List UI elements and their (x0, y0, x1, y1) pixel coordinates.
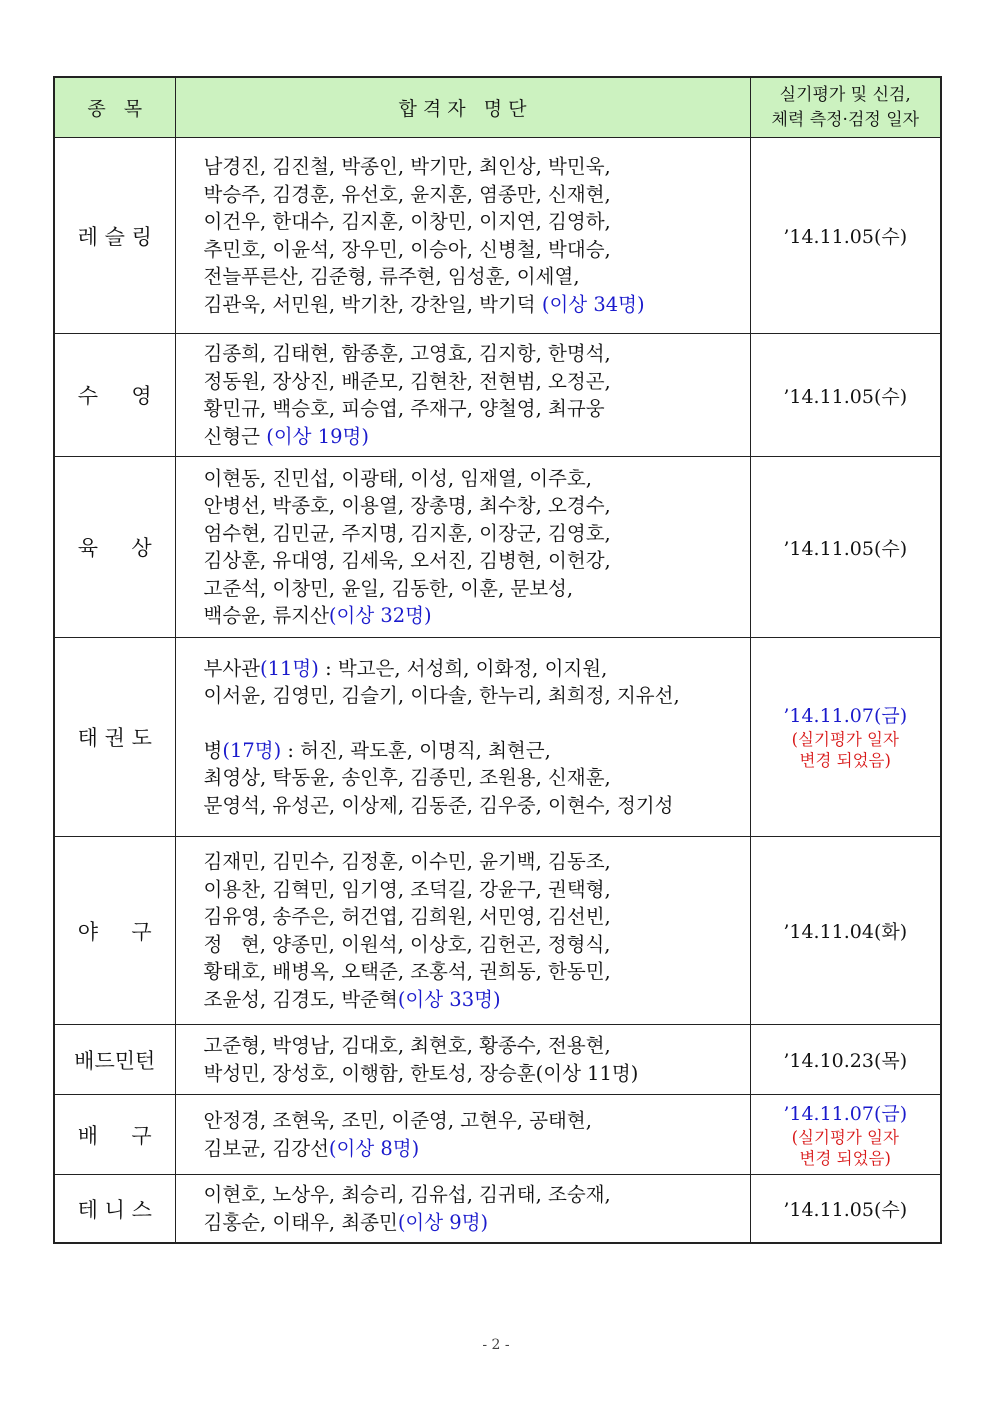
member-count: (이상 8명) (328, 1136, 420, 1160)
member-count: (이상 9명) (397, 1210, 489, 1234)
evaluation-date: ’14.11.07(금) (783, 705, 908, 727)
name-line (204, 291, 738, 319)
evaluation-date: ’14.11.05(수) (750, 1175, 941, 1244)
sport-name: 태 권 도 (54, 638, 175, 837)
sport-name: 배 구 (54, 1095, 175, 1175)
sport-name: 수 영 (54, 334, 175, 457)
name-line: 이현동, 진민섭, 이광태, 이성, 임재열, 이주호, (203, 466, 592, 490)
name-line-text: : 박고은, 서성희, 이화정, 이지원, (318, 656, 608, 680)
table-row (54, 138, 941, 334)
sport-name: 야 구 (54, 837, 175, 1025)
name-line-text: 김관욱, 서민원, 박기찬, 강찬일, 박기덕 (203, 292, 542, 316)
table-header-row (54, 77, 941, 138)
name-line-text: : 허진, 곽도훈, 이명직, 최현근, (281, 738, 551, 762)
roster-names (175, 837, 750, 1025)
name-line (204, 1135, 738, 1163)
sport-name: 육 상 (54, 457, 175, 638)
roster-names (175, 638, 750, 837)
name-line (204, 737, 738, 765)
change-note-line1: (실기평가 일자 (791, 1127, 899, 1147)
group-count: (11명) (260, 656, 319, 680)
name-line: 안정경, 조현욱, 조민, 이준영, 고현우, 공태현, (203, 1109, 592, 1132)
roster-table (53, 76, 942, 1244)
name-line: 엄수현, 김민균, 주지명, 김지훈, 이장군, 김영호, (203, 521, 611, 545)
name-line: 고준형, 박영남, 김대호, 최현호, 황종수, 전용현, (203, 1034, 611, 1057)
evaluation-date: ’14.11.04(화) (750, 837, 941, 1025)
name-line-text: 김홍순, 이태우, 최종민 (203, 1210, 398, 1234)
table-row (54, 334, 941, 457)
name-line (204, 986, 738, 1014)
group-label: 병 (203, 738, 223, 762)
name-line: 김상훈, 유대영, 김세욱, 오서진, 김병현, 이헌강, (203, 549, 611, 572)
evaluation-date: ’14.11.05(수) (750, 138, 941, 334)
name-line (204, 655, 738, 683)
name-line: 남경진, 김진철, 박종인, 박기만, 최인상, 박민욱, (203, 155, 611, 178)
name-line: 추민호, 이윤석, 장우민, 이승아, 신병철, 박대승, (203, 237, 611, 261)
table-row (54, 638, 941, 837)
header-date-line2: 체력 측정·검정 일자 (771, 109, 920, 130)
roster-names (175, 1175, 750, 1244)
sport-name: 배드민턴 (54, 1025, 175, 1095)
name-line (204, 602, 738, 630)
name-line: 황태호, 배병옥, 오택준, 조홍석, 권희동, 한동민, (203, 960, 611, 983)
name-line: 안병선, 박종호, 이용열, 장총명, 최수창, 오경수, (203, 494, 611, 517)
member-count: (이상 33명) (397, 987, 501, 1011)
table-row (54, 457, 941, 638)
roster-names (175, 1095, 750, 1175)
table-row (54, 1025, 941, 1095)
name-line: 최영상, 탁동윤, 송인후, 김종민, 조원용, 신재훈, (203, 766, 611, 790)
name-line (204, 423, 738, 451)
name-line: 김유영, 송주은, 허건엽, 김희원, 서민영, 김선빈, (203, 905, 611, 928)
name-line-text: 백승윤, 류지산 (203, 604, 329, 627)
table-row (54, 1095, 941, 1175)
name-line: 박성민, 장성호, 이행함, 한토성, 장승훈(이상 11명) (203, 1061, 639, 1085)
header-sport: 종 목 (54, 77, 175, 138)
evaluation-date: ’14.11.05(수) (750, 334, 941, 457)
page-number: - 2 - (482, 1337, 510, 1353)
name-line-text: 조윤성, 김경도, 박준혁 (203, 987, 398, 1011)
sport-name: 레 슬 링 (54, 138, 175, 334)
member-count: (이상 19명) (266, 424, 369, 448)
name-line-text: 김보균, 김강선 (203, 1136, 329, 1160)
name-line: 고준석, 이창민, 윤일, 김동한, 이훈, 문보성, (203, 576, 574, 600)
group-label: 부사관 (203, 656, 261, 680)
name-line: 문영석, 유성곤, 이상제, 김동준, 김우중, 이현수, 정기성 (203, 793, 674, 817)
name-line: 김종희, 김태현, 함종훈, 고영효, 김지항, 한명석, (203, 342, 611, 365)
name-line: 황민규, 백승호, 피승엽, 주재구, 양철영, 최규웅 (203, 397, 605, 420)
change-note-line1: (실기평가 일자 (791, 730, 899, 749)
member-count: (이상 34명) (541, 292, 645, 316)
name-line: 정동원, 장상진, 배준모, 김현찬, 전현범, 오정곤, (203, 369, 611, 393)
name-line: 이건우, 한대수, 김지훈, 이창민, 이지연, 김영하, (203, 210, 611, 233)
table-row (54, 1175, 941, 1244)
group-spacer (204, 710, 738, 737)
roster-names (175, 138, 750, 334)
evaluation-date: ’14.11.07(금) (783, 1102, 908, 1125)
name-line: 이서윤, 김영민, 김슬기, 이다솔, 한누리, 최희정, 지유선, (203, 684, 680, 708)
header-names: 합 격 자 명 단 (175, 77, 750, 138)
name-line: 김재민, 김민수, 김정훈, 이수민, 윤기백, 김동조, (203, 850, 611, 873)
roster-names (175, 1025, 750, 1095)
name-line: 이현호, 노상우, 최승리, 김유섭, 김귀태, 조숭재, (203, 1183, 611, 1206)
header-date (750, 77, 941, 138)
name-line-text: 신형근 (203, 424, 267, 448)
name-line: 정 현, 양종민, 이원석, 이상호, 김헌곤, 정형식, (203, 932, 611, 956)
name-line: 박승주, 김경훈, 유선호, 윤지훈, 염종만, 신재현, (203, 182, 611, 206)
name-line: 이용찬, 김혁민, 임기영, 조덕길, 강윤구, 권택형, (203, 877, 611, 901)
table-row (54, 837, 941, 1025)
change-note-line2: 변경 되었음) (799, 751, 891, 770)
change-note-line2: 변경 되었음) (799, 1148, 891, 1168)
evaluation-date: ’14.10.23(목) (750, 1025, 941, 1095)
group-count: (17명) (222, 738, 282, 762)
roster-names (175, 334, 750, 457)
roster-names (175, 457, 750, 638)
member-count: (이상 32명) (328, 604, 432, 627)
sport-name: 테 니 스 (54, 1175, 175, 1244)
header-date-line1: 실기평가 및 신검, (779, 84, 911, 105)
evaluation-date-cell (750, 1095, 941, 1175)
name-line (204, 1209, 738, 1237)
name-line: 전늘푸른산, 김준형, 류주현, 임성훈, 이세열, (203, 265, 580, 288)
evaluation-date: ’14.11.05(수) (750, 457, 941, 638)
evaluation-date-cell (750, 638, 941, 837)
